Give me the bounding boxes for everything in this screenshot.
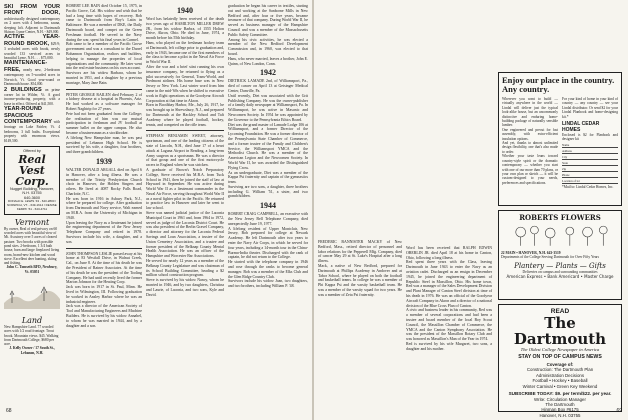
vermont-ad-body: By owner, Real of real privacy on 60 wooded acres with beautiful view of Mt. Ascutney over 5 acres of cleared pasture. Two brooks with possible pond sites. 2-bedroom, 1 3/4 bath house, barn and large fireplaced living room, brand-new kitchen and wood stove. Excellent deer hunting, skiing and fishing. xyxy=(4,226,60,266)
paragraph: A civic and business leader in his community, Red was a member of several corporations and had been a trustee and board member of the local Boy Scout Council, the Massillon Chamber of Commerce, the YMCA and the Canton Symphony Association. He was the president of the Massillon Rotary Club and was honored as Massillon's Man of the Year in 1974. xyxy=(406,308,493,342)
flower-illustration-icon xyxy=(501,222,619,246)
roberts-flowers-deliveries: Deliveries on campus and surrounding communities xyxy=(522,269,598,274)
paragraph: Until recently, Diet was associated with the Grit Publishing Company. He was the owner-publisher of a family daily newspaper at Williamsport, Pa. In Williamsport, he was active in Masonic and Newcomen Society. In 1954 he was appointed by the Governor to the Pennsylvania Ethics Board. xyxy=(228,93,309,122)
paragraph: A lifelong resident of Upper Montclair, New Jersey, Bob prepared for college at Newark Academy. He left Dartmouth after two years to enter the Navy Air Corps, in which he served for four years, including a 14-month tour in the China-Burma-India theater. Discharged with the rank of captain, he did not return to the College. xyxy=(228,226,309,260)
dartmouth-address-line: Hanover, N.H. 03755 xyxy=(539,412,581,418)
dartmouth-tagline: The Oldest College Newspaper in America xyxy=(520,347,600,352)
dartmouth-address-line: Hinman Box #6175 xyxy=(541,407,579,413)
realvest-phone: 640-3600 xyxy=(23,195,41,200)
paragraph: Jack was a director of the American Society of Tool and Manufacturing Engineers and Machine Builders. He is survived by his widow Annabel, to whom he was married in 1944, and by a daughter and a son. xyxy=(66,304,143,328)
classified-head: SKI FROM YOUR FRONT DOOR, xyxy=(4,4,62,17)
paragraph: PETER GEORGE RAILEN died February 2 of a kidney disease at a hospital in Phoenix, Ariz. He had worked as a software manager for Robert Naghtrip for 27 years. xyxy=(66,92,143,111)
classified-head: 2 BUILDINGS xyxy=(4,86,42,93)
dartmouth-coverage-item: Construction: The Dartmouth Plan xyxy=(526,367,594,373)
lindal-cedar-homes-ad xyxy=(498,72,622,206)
paragraph: ROBERT LEE BAIN died October 15, 1975, in Pacific Grove, Cal. His widow and wish that he had a long time with hopes of recovery. Bob came to Dartmouth from Boy's Latin in Baltimore. He was a member of DKE, the Daily Dartmouth board, and compet on the Green Freshman football. He served in the Navy during the war, spent his final years in Carmel. xyxy=(66,4,143,42)
lindal-ad-text: And yet, thanks to almost unlimited design flexibility, one that's also made to order. xyxy=(502,141,559,154)
dartmouth-address-line: The Dartmouth xyxy=(545,402,575,408)
paragraph: Pete had not been graduated from the College; the realization of him was our mutual participation in freshman and JV football at summer ballet on the upper campus. He also became a businessman as a stockbroker. xyxy=(66,111,143,135)
paragraph: Word has belatedly been received of the death two years ago of HAMILTON MILLER DREW JR., from his widow Barbra, of 1555 Holton Drive, Akron, Ohio. He died in June, 1974, a month before his 55th birthday. xyxy=(146,17,225,41)
lindal-form-city[interactable]: City xyxy=(562,155,618,160)
roberts-flowers-ad xyxy=(498,210,622,300)
paragraph: DIETRICK LAMADE 2nd, of Williamsport, Pa., died of cancer on April 13 at Geisinger Medical Center, Danville, Pa. xyxy=(228,79,309,93)
classified-body: $29.9; 3 secluded acres with brook, newly wooded 133 serviced acres in beautiful Lyme, N.H. . . . $75,000. xyxy=(4,41,61,61)
paragraph: Survivors are his widow Barbara, whom he married in 1951, and a daughter by a previous marriage, Mary Jane Bain. xyxy=(66,71,143,85)
paragraph: FREDERIC BANNISTER MACKY of New Bedford, Mass., retired director of personnel and labor relations for the Pepperell Mfg. Company, died of cancer May 29 at St. Luke's Hospital after a long illness. xyxy=(318,240,403,264)
land-ad-contact: J. Kelly Owner / 17 South St., Lebanon, N.H. xyxy=(9,346,55,355)
lindal-ad-text: Whether your taste leans toward country-style spirit or the dramatic contemporary — whether you start with one of our more than 70 plans, or your own plan or sketch — it will be custom-designed to your needs, preferences and specifications. xyxy=(502,154,559,185)
paragraph: Hans, who never married, leaves a brother, John E. Quinn, of New London, Conn. xyxy=(228,56,309,66)
paragraph: Jack was born in 1917 in St. Paul, Minn. He lived in Wilmington, III. Following graduation he worked in Ansley Harbor where he was an industrial engineer. xyxy=(66,285,143,304)
lindal-form-enclosed: Enclosed is $2 for Planbook and designer kit xyxy=(562,133,619,142)
realvest-logo: Real Vest Corp. xyxy=(15,152,49,188)
dartmouth-coverage-item: Administration Decisions xyxy=(535,372,585,378)
classified-head: YEAR-ROUND SPACIOUS CONTEMPORARY xyxy=(4,106,52,125)
paragraph: Born in Boothbay Harbor, Me., July 26, 1917, he was brought up in Shrewsbury, N.J., and prepared for Dartmouth at the Hackley School and Taft Academy where he played football, hockey, tennis, and competed on the rifle team. xyxy=(146,103,225,127)
dartmouth-write: Write: Circulation Manager xyxy=(534,396,586,402)
paragraph: Steve is survived by his widow Nancy, whom he married in 1946, and by two daughters, Christina and Laurie, of Laconia, and two sons, Kyle and David. xyxy=(146,278,225,297)
paragraph: He started with the telephone company in 1946 and rose through the ranks to become general manager. Bob was a member of the Elks Club and the Glen Ridge Country Club. xyxy=(228,260,309,279)
class-year-heading: 1944 xyxy=(260,201,276,211)
paragraph: ROBERT CRAIG CAMPBELL, an executive with the New Jersey Bell Telephone Company, died unexpectedly June 19, 1977. xyxy=(228,212,309,226)
paragraph: Upon leaving the Navy as a lieutenant he joined the engineering department of the New Jersey Telephone Company and retired in 1978. Survivors include his wife, a daughter, and a son. xyxy=(66,220,143,244)
paragraph: JOHN THOMPSON LESLIE passed away at his home at 83 Westfall Drive, in Walnut Creek, Cal., on June 8. At the time of his death he was the President of Rainer Associates. At the time of his death he was the president of the Tooling Company. He had until recently lived the former Marion Johnson for the Heating Corp. xyxy=(66,251,143,285)
lindal-form-lot[interactable]: Location of lot xyxy=(562,179,618,184)
lindal-ad-heading: Enjoy our place in the country. Any country. xyxy=(502,75,615,94)
classified-head: MAINTENANCE-FREE, xyxy=(4,60,48,73)
paragraph: Red spent three years with the Class, leaving Dartmouth in June 1943 to enter the Navy as an aviation cadet. Discharged as an ensign in December 1945, he joined the engineering department of Republic Steel in Massillon, Ohio. His home town, Red was a manager of the Sales Development Division and Plant Manager of Canton Steel division at time of his death in 1976. He was an official of the Goodyear Aircraft Company in Akron and a director of a national division of the Blue Cross Plan of Canton. xyxy=(406,260,493,308)
paragraph: STEPHAN BENJAMIN SWEET, attorney, sportsman, and one of the leading citizens of the state of Lincoln, N.H., died June 17 of a heart attack at Laguna Airport in Reading, a long-term Army surgeon as a sportsman. He was a director of that group and one of the first motorcycle racers in England when he was stricken. xyxy=(146,134,225,168)
obituary-column-r1 xyxy=(318,240,402,298)
obituary-column-1 xyxy=(66,4,142,328)
roberts-flowers-dept: Departments of the College Serving Dartmouth for Over Fifty Years xyxy=(501,255,600,260)
dartmouth-subscribe: SUBSCRIBE TODAY: $9. per term/$22. per year. xyxy=(508,391,612,397)
roberts-flowers-title: ROBERTS FLOWERS xyxy=(519,213,601,222)
obituary-column-r2 xyxy=(406,246,492,352)
roberts-flowers-address: 22 MAIN • HANOVER, N.H. 643-3519 xyxy=(501,251,561,255)
offered-by: Offered by xyxy=(23,148,41,153)
realvest-contacts: DONALD E. LEWIS '43 - 643-2800 / NORWICH, VT. - 649-1614 / DENISE KEMPF '61 - 643-4711 xyxy=(7,199,57,211)
dartmouth-stay-on-top: STAY ON TOP OF CAMPUS NEWS xyxy=(518,354,602,360)
paragraph: A graduate of Brown's Notch Preparatory College, Steve received his M.B.A. from Tuck School in 1941, then he joined the staff of law at Hayward in September. He was active during World War II as a lieutenant commander in the Naval Air Force, serving throughout World War II as a naval fighter pilot in the Pacific. He returned to practice law in Hanover and later he went to law school. xyxy=(146,167,225,211)
lindal-ad-text: For your kind of home in your kind of country — any country — see your Lindal distributor. Or send $2 for your Lindal Planbook and home-designing kit.* xyxy=(562,97,619,119)
paragraph: A lifelong New Hampshire man, he was past president of Lebanon High School. He is survived by his wife, a daughter, four brothers, and three grandchildren. xyxy=(66,135,143,155)
lindal-form-state[interactable]: State xyxy=(562,161,618,166)
lindal-form-name[interactable]: Name xyxy=(562,143,618,148)
obituary-column-3 xyxy=(228,4,308,289)
dartmouth-coverage-item: Winter Carnival • Green Key Weekend xyxy=(522,383,598,389)
lindal-form-address[interactable]: Address xyxy=(562,149,618,154)
class-year-heading: 1940 xyxy=(177,6,193,15)
classified-body: with frontage on Lake Fairlee, Vt. 4 bedrooms, 3 full baths. Exceptional property with enormous views. $149,500. xyxy=(4,119,61,143)
lindal-brand-logo: LINDAL CEDAR HOMES xyxy=(562,121,600,134)
paragraph: WALTER DONALD ARGALL died on April 6 in Hanover, after a long illness. He was a member of the Trinity Presbyterian Church choir in Hanover, the Holden Singers and others. He lived at 4087 Rocky Falls Road, Charlotte, N.C. xyxy=(66,167,143,196)
obituary-column-2 xyxy=(146,4,224,297)
lindal-ad-text: One engineered and precut for fast assembly, with extra-efficient insulation options. xyxy=(502,127,559,141)
class-year-heading: 1942 xyxy=(260,68,276,78)
dartmouth-coverage-item: Football • Hockey • Baseball xyxy=(532,378,588,384)
vermont-ad-title: Vermont xyxy=(14,217,50,227)
classified-body: on prime corner lot in Wilder, Vt. A good income-producing property, with a lease in effect. Offered at $41,500. xyxy=(4,87,61,106)
classified-head: ACTIVE YEAR-ROUND BROOK, xyxy=(4,34,60,47)
class-year-heading: 1939 xyxy=(96,156,112,166)
paragraph: He served for nearly 12 years as a member of the Belknap County Legislature and was chairman of its School Building Committee, heading a $2 million school construction program. xyxy=(146,259,225,278)
lindal-footnote: *Mail to: Lindal Cedar Homes, Inc. xyxy=(562,184,614,189)
roberts-flowers-cards: American Express • Bank Americard • Master Charge xyxy=(506,273,614,279)
lindal-form-zip[interactable]: Zip xyxy=(562,167,618,172)
dartmouth-masthead: The Dartmouth xyxy=(513,314,607,348)
lindal-form-phone[interactable]: Phone xyxy=(562,173,618,178)
page-number-right: 69 xyxy=(616,408,622,414)
paragraph: Among his civic activities, he was elected a member of the New Bedford Development Commission and, in 1960, was elected to that board. xyxy=(228,37,309,56)
land-ad-title: Land xyxy=(21,316,43,325)
paragraph: Mack, a native of New Bedford, prepared for Dartmouth at Phillips Academy in Andover and at Tabor School, where he played on both the football and basketball teams. In college he was a member of Phi Kappa Psi and the varsity basketball team. He was a member of the varsity squad for two years. He was a member of Zeta Psi fraternity. xyxy=(318,263,403,297)
paragraph: As an undergraduate, Diet was a member of the Kappa Psi fraternity and captain of the gymnastics team. xyxy=(228,170,309,185)
paragraph: Steve was named judicial justice of the Laconia Municipal Court in 1961 and, from 1964 to 1972, served as judge of the Laconia District Court. He was also president of the Berlin Gravel Company, a director and attorney for the Laconia Federal Savings and Loan Association, a trustee of the Union Cemetery Association, and a trustee and former president of the Belknap County Mental Health Association. He was an officer of the Hampshire and Worcester Bar Associations. xyxy=(146,211,225,259)
paragraph: Red is survived by his wife Margaret, two sons, a daughter and his mother. xyxy=(406,341,493,351)
paragraph: Surviving are two sons, a daughter, three brothers including G. William '51, a sister, and two grandchildren. xyxy=(228,184,309,199)
land-sketch-icon xyxy=(4,279,60,309)
classifieds-column xyxy=(4,4,60,355)
realvest-address: Nugget Building, Hanover, N.H. 03755 xyxy=(9,186,55,196)
paragraph: He was born in 1916 in Asbury Park, N.J., where he prepared for college. After graduation from Dartmouth and Navy service, Walt earned an M.B.A. from the University of Michigan in 1940. xyxy=(66,196,143,220)
vermont-ad-contact: John C. Tomseth RFD, Newbury, Vt. 05051 xyxy=(6,265,58,274)
lindal-ad-text: Wherever you want to build — virtually anywhere in the world — Lindal will deliver just the typical look-alike house, but an uncommonly distinctive and enduring home-building package of naturally sensible lumber. xyxy=(502,97,559,128)
the-dartmouth-ad xyxy=(498,304,622,418)
dartmouth-read: READ xyxy=(550,308,570,315)
paragraph: After the war and a brief stint running his own insurance company, he returned to flying as a pilot successively for General, Trans-World, and Piedmont airlines. His home base was in New Jersey or New York. Last winter word from him came in the mid-'60s when he shifted to executive work in flight operations at the Goodyear Aircraft Corporation at that time in Akron. xyxy=(146,64,225,103)
paragraph: Ham, who played on the freshman hockey team at Dartmouth, left college prior to graduation and, early in 1943, became one of the first members of the class to become a pilot in the Naval Air Force in World War II. xyxy=(146,40,225,65)
dartmouth-coverage-label: Coverage of: xyxy=(546,362,574,367)
page-number-left: 68 xyxy=(6,408,12,414)
paragraph: Survivors include his widow Joan, two daughters, and two brothers, including William P. '48. xyxy=(228,279,309,289)
realvest-ad xyxy=(4,146,60,215)
paragraph: Diet was the grand master of Lamade Lodge 106 at Williamsport, and a former Director of the Lycoming Foundation. He was a former director of the Pennsylvania State Chamber of Commerce, and a former trustee of the Family and Children's Service, the Williamsport YMCA and the Methodist Church. He was a member of the American Legion and the Newcomen Society. In World War II, he was awarded the Distinguished Flying Cross. xyxy=(228,122,309,170)
paragraph: Bob came to be a member of the Pacific Grove government and was a consultant to the Darrel Bohannon Organization, realtors and builders, helping to manage the properties of local organizations and the community. He later went into the real estate business on his own account. xyxy=(66,42,143,71)
paragraph: graduation he began his career in textiles, starting out and working at the Sanborne Mills in New Bedford and, after four or five years, became treasurer of that company. During World War II, he served as business manager of the Hampshire Council and was a member of the Massachusetts Public Safety Committee. xyxy=(228,4,309,37)
right-page xyxy=(314,0,628,420)
land-ad-body: New Hampshire Land. 77 wooded acres with 1/2 road frontage. Trout brook. Mountain views. $45. Walking from Dartmouth College, $680 per acre. xyxy=(4,325,59,347)
classified-body: architecturally designed contemporary on 2 acres with 4 bedrooms, sauna, sleeping loft. Adjacent to Dartmouth Skiway. Lyme Center, N.H. - $49,000. xyxy=(4,16,61,35)
classified-body: nearly new, 2-bedroom contemporary on 5-wooded acres in Norwich, Vt. Good year-round or Dartmouth house. $54,000. xyxy=(4,67,61,87)
left-page xyxy=(0,0,312,420)
roberts-flowers-script: Plantery — Plants — Gifts xyxy=(514,261,606,270)
paragraph: Word has been received that RALPH EDWIN OBERLIN JR. died April 18 at his home in Canton, Ohio, following a long illness. xyxy=(406,246,493,260)
